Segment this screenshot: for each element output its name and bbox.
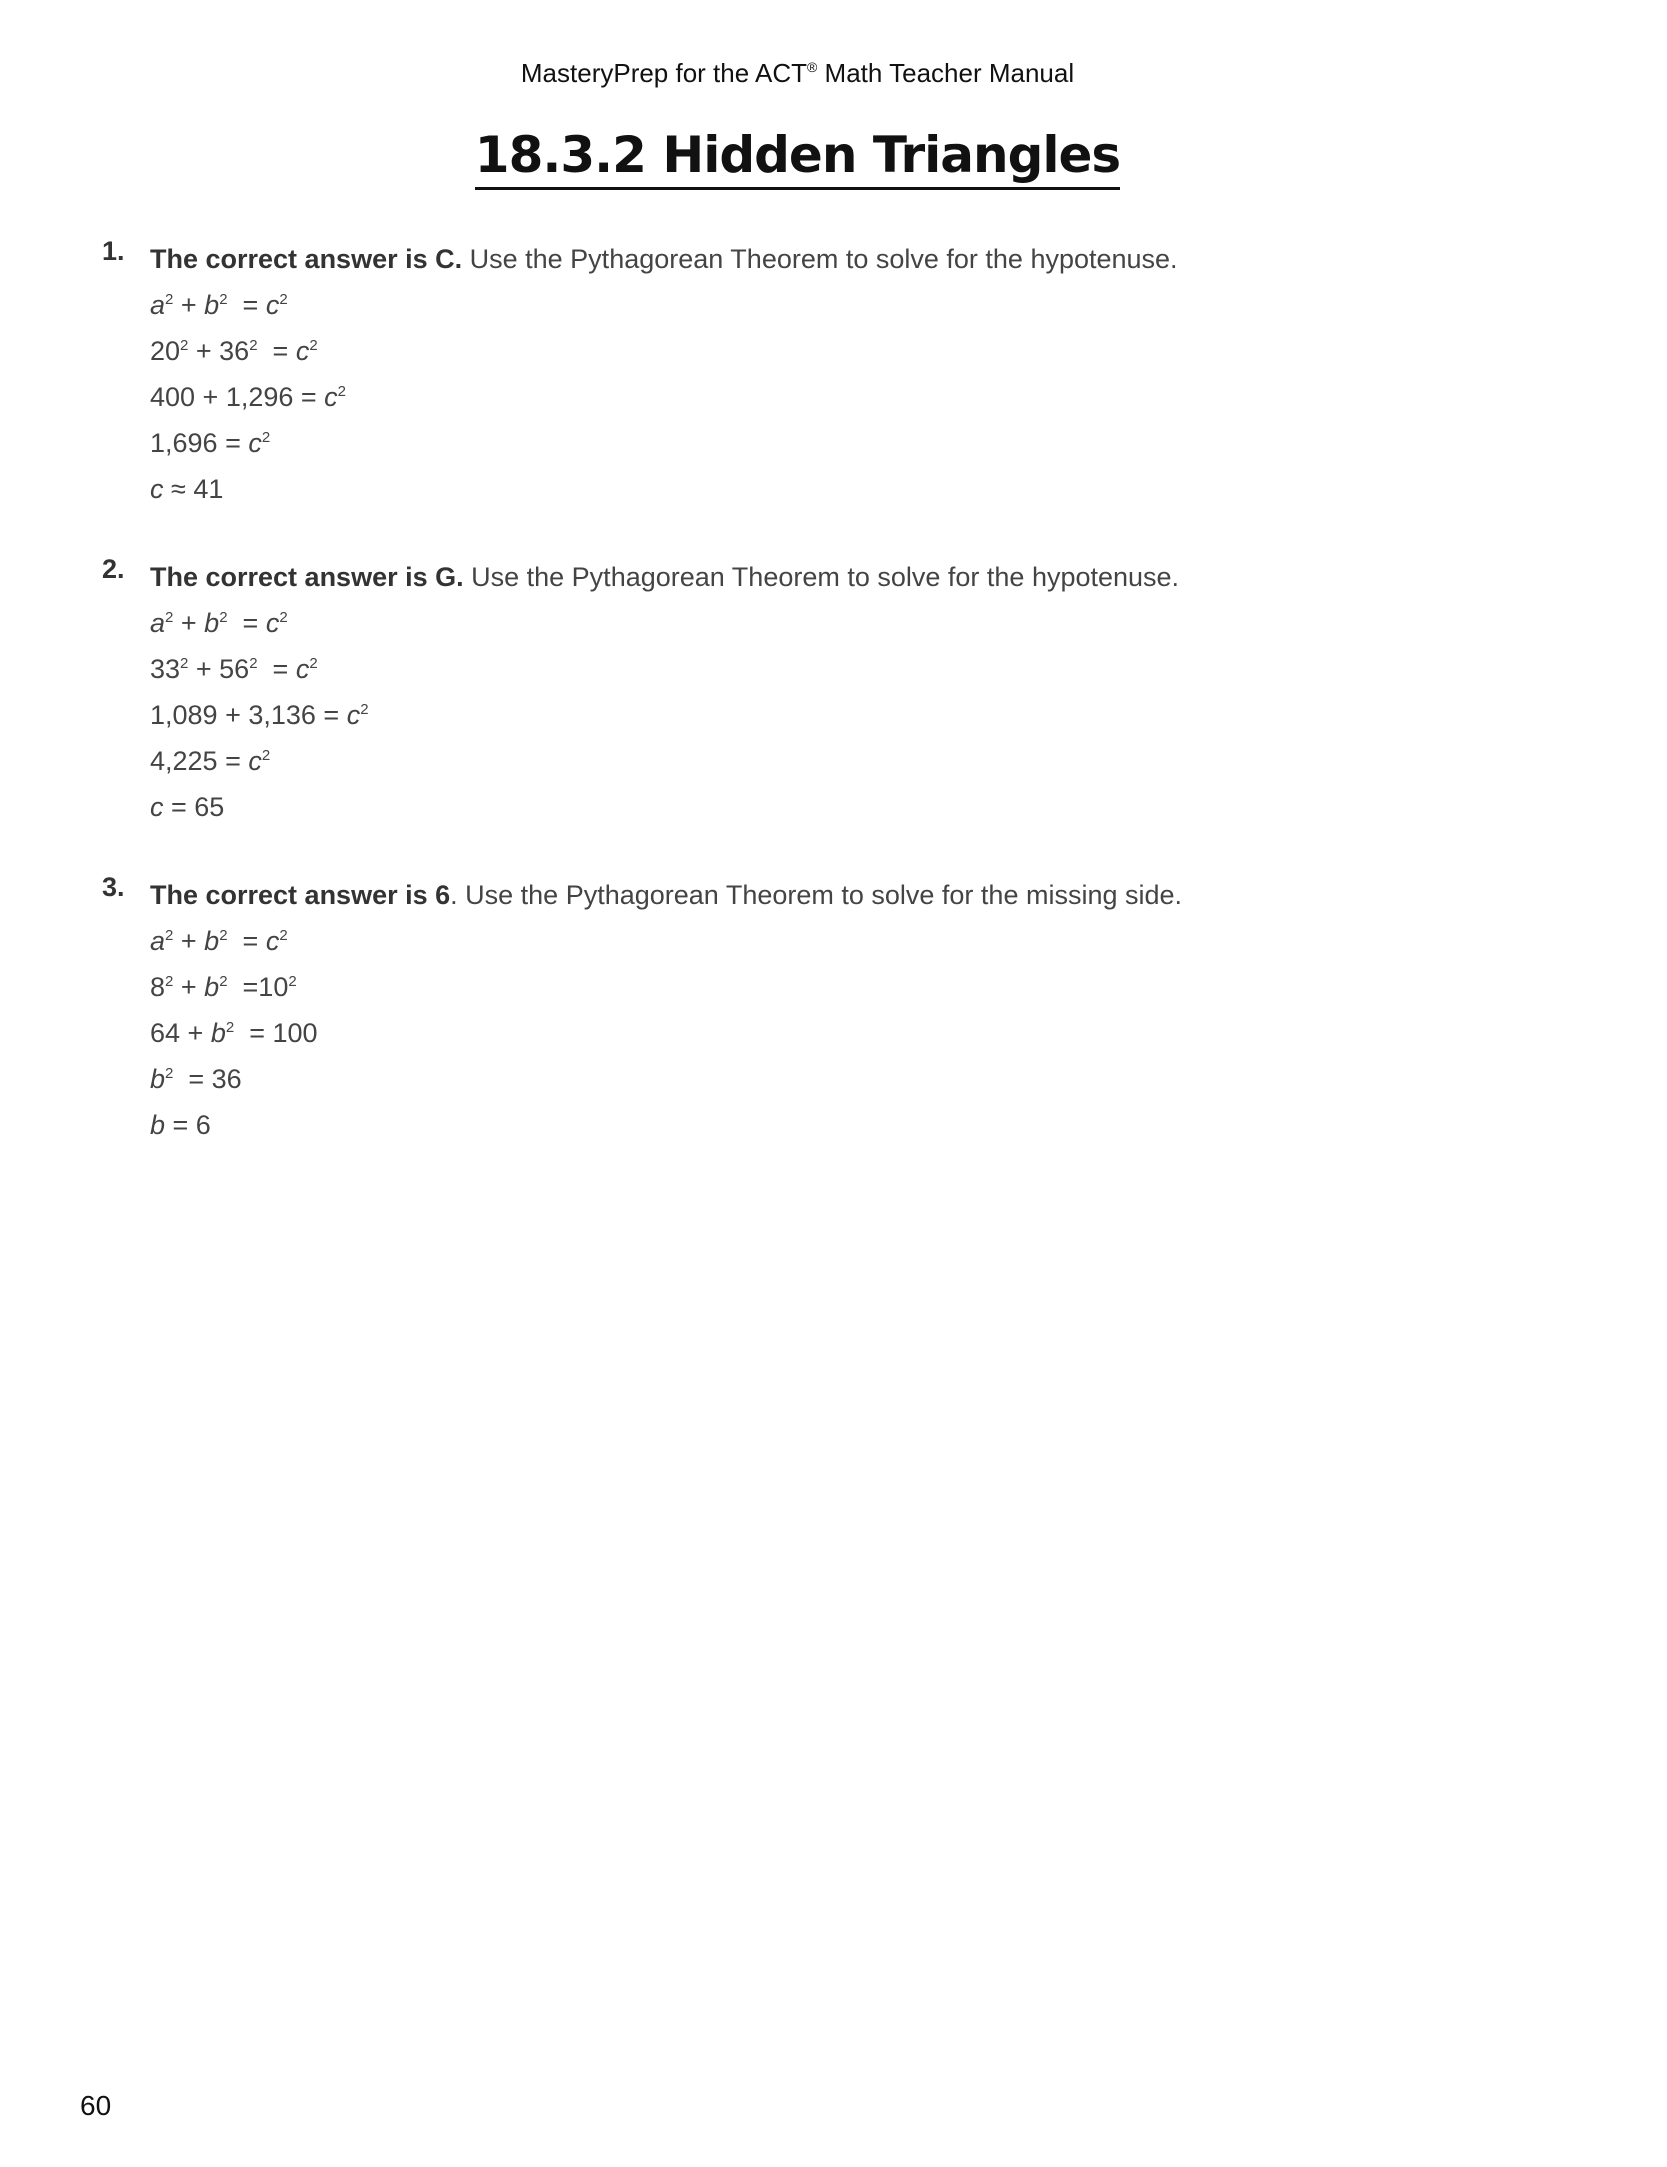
- answer-item-2: [102, 554, 1502, 830]
- work-step: $a^2 + b^2 = c^2$: [150, 926, 288, 956]
- section-title-text: 18.3.2 Hidden Triangles: [475, 128, 1120, 190]
- answer-explanation: Use the Pythagorean Theorem to solve for the hypotenuse.: [463, 562, 1180, 592]
- work-step: $b^2 = 36$: [150, 1064, 242, 1094]
- answer-lead: The correct answer is G.: [150, 562, 464, 592]
- answer-heading: [150, 872, 1502, 918]
- work-step: c ≈ 41: [150, 474, 224, 504]
- work-step: $1,696 = c^2$: [150, 428, 271, 458]
- work-step: b = 6: [150, 1110, 211, 1140]
- answer-item-1: [102, 236, 1502, 512]
- page-number: 60: [80, 2090, 112, 2121]
- answer-list: [102, 236, 1502, 1190]
- running-title-pre: MasteryPrep for the ACT: [520, 58, 807, 88]
- work-step: $4,225 = c^2$: [150, 746, 271, 776]
- work-step: c = 65: [150, 792, 225, 822]
- answer-number: 2.: [102, 554, 125, 584]
- answer-heading: [150, 554, 1502, 600]
- section-title: [0, 128, 1595, 190]
- running-header: [0, 58, 1595, 89]
- work-step: $1,089 + 3,136 = c^2$: [150, 700, 369, 730]
- answer-heading: [150, 236, 1502, 282]
- work-step: $20^2 + 36^2 = c^2$: [150, 336, 318, 366]
- work-step: $33^2 + 56^2 = c^2$: [150, 654, 318, 684]
- answer-explanation: . Use the Pythagorean Theorem to solve for the missing side.: [450, 880, 1183, 910]
- answer-number: 1.: [102, 236, 125, 266]
- work-step: $64 + b^2 = 100$: [150, 1018, 318, 1048]
- work-step: $8^2 + b^2 =10^2$: [150, 972, 297, 1002]
- answer-item-3: [102, 872, 1502, 1148]
- work-step: $400 + 1,296 = c^2$: [150, 382, 346, 412]
- work-step: $a^2 + b^2 = c^2$: [150, 290, 288, 320]
- work-step: $a^2 + b^2 = c^2$: [150, 608, 288, 638]
- registered-mark: ®: [807, 59, 818, 75]
- answer-lead: The correct answer is C.: [150, 244, 463, 274]
- answer-lead: The correct answer is 6: [150, 880, 451, 910]
- answer-explanation: Use the Pythagorean Theorem to solve for the hypotenuse.: [462, 244, 1178, 274]
- answer-number: 3.: [102, 872, 125, 902]
- running-title-post: Math Teacher Manual: [817, 58, 1075, 88]
